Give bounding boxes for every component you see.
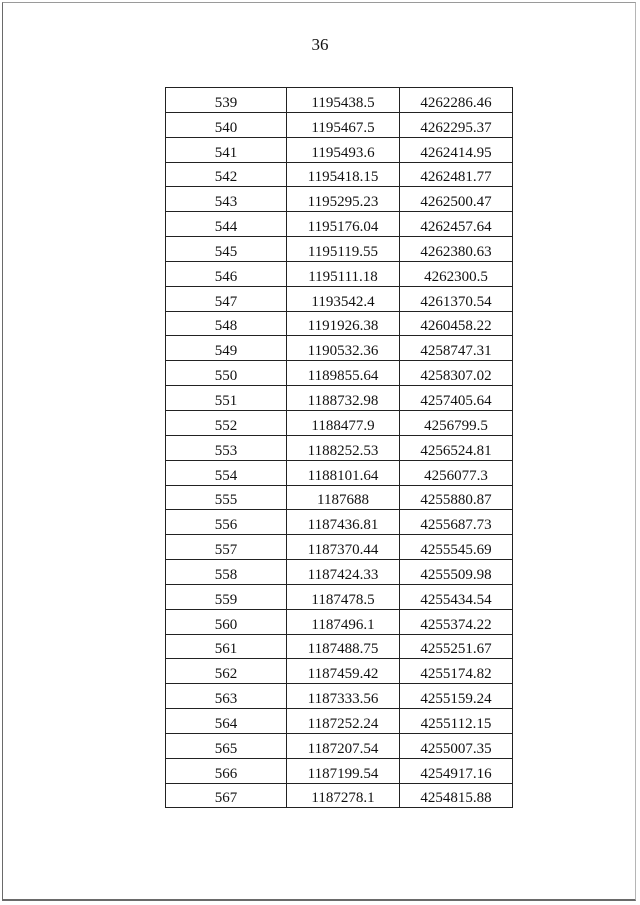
table-row: [166, 758, 513, 783]
point-number-cell: 545: [166, 237, 287, 262]
point-number-cell: 550: [166, 361, 287, 386]
point-number-cell: 546: [166, 261, 287, 286]
point-number-cell: 562: [166, 659, 287, 684]
point-number-cell: 541: [166, 137, 287, 162]
x-coordinate-cell: 1195176.04: [287, 212, 400, 237]
x-coordinate-cell: 1195493.6: [287, 137, 400, 162]
x-coordinate-cell: 1187488.75: [287, 634, 400, 659]
point-number-cell: 552: [166, 410, 287, 435]
table-row: [166, 634, 513, 659]
coordinate-table-body: [166, 88, 513, 808]
table-row: [166, 435, 513, 460]
point-number-cell: 551: [166, 386, 287, 411]
x-coordinate-cell: 1188101.64: [287, 460, 400, 485]
y-coordinate-cell: 4255687.73: [400, 510, 513, 535]
table-row: [166, 783, 513, 808]
table-row: [166, 659, 513, 684]
table-row: [166, 112, 513, 137]
x-coordinate-cell: 1195295.23: [287, 187, 400, 212]
table-row: [166, 88, 513, 113]
point-number-cell: 564: [166, 709, 287, 734]
point-number-cell: 544: [166, 212, 287, 237]
point-number-cell: 565: [166, 733, 287, 758]
point-number-cell: 539: [166, 88, 287, 113]
x-coordinate-cell: 1187370.44: [287, 535, 400, 560]
y-coordinate-cell: 4262300.5: [400, 261, 513, 286]
table-row: [166, 137, 513, 162]
point-number-cell: 555: [166, 485, 287, 510]
x-coordinate-cell: 1187478.5: [287, 584, 400, 609]
y-coordinate-cell: 4255007.35: [400, 733, 513, 758]
y-coordinate-cell: 4255174.82: [400, 659, 513, 684]
y-coordinate-cell: 4255112.15: [400, 709, 513, 734]
y-coordinate-cell: 4260458.22: [400, 311, 513, 336]
x-coordinate-cell: 1193542.4: [287, 286, 400, 311]
x-coordinate-cell: 1187252.24: [287, 709, 400, 734]
point-number-cell: 543: [166, 187, 287, 212]
x-coordinate-cell: 1188252.53: [287, 435, 400, 460]
point-number-cell: 556: [166, 510, 287, 535]
table-row: [166, 584, 513, 609]
y-coordinate-cell: 4255159.24: [400, 684, 513, 709]
y-coordinate-cell: 4258307.02: [400, 361, 513, 386]
point-number-cell: 557: [166, 535, 287, 560]
y-coordinate-cell: 4262295.37: [400, 112, 513, 137]
point-number-cell: 554: [166, 460, 287, 485]
point-number-cell: 567: [166, 783, 287, 808]
point-number-cell: 560: [166, 609, 287, 634]
y-coordinate-cell: 4262380.63: [400, 237, 513, 262]
table-row: [166, 709, 513, 734]
table-row: [166, 187, 513, 212]
point-number-cell: 559: [166, 584, 287, 609]
y-coordinate-cell: 4255880.87: [400, 485, 513, 510]
point-number-cell: 549: [166, 336, 287, 361]
page-number: 36: [311, 35, 329, 54]
x-coordinate-cell: 1188732.98: [287, 386, 400, 411]
y-coordinate-cell: 4262286.46: [400, 88, 513, 113]
x-coordinate-cell: 1187207.54: [287, 733, 400, 758]
y-coordinate-cell: 4256077.3: [400, 460, 513, 485]
y-coordinate-cell: 4256799.5: [400, 410, 513, 435]
y-coordinate-cell: 4255251.67: [400, 634, 513, 659]
y-coordinate-cell: 4261370.54: [400, 286, 513, 311]
y-coordinate-cell: 4262414.95: [400, 137, 513, 162]
table-row: [166, 485, 513, 510]
y-coordinate-cell: 4262481.77: [400, 162, 513, 187]
table-row: [166, 212, 513, 237]
y-coordinate-cell: 4255374.22: [400, 609, 513, 634]
table-row: [166, 162, 513, 187]
y-coordinate-cell: 4255434.54: [400, 584, 513, 609]
x-coordinate-cell: 1189855.64: [287, 361, 400, 386]
table-row: [166, 336, 513, 361]
point-number-cell: 558: [166, 560, 287, 585]
x-coordinate-cell: 1191926.38: [287, 311, 400, 336]
x-coordinate-cell: 1195111.18: [287, 261, 400, 286]
table-row: [166, 535, 513, 560]
x-coordinate-cell: 1190532.36: [287, 336, 400, 361]
table-row: [166, 261, 513, 286]
coordinate-table: [165, 87, 513, 808]
point-number-cell: 540: [166, 112, 287, 137]
y-coordinate-cell: 4262457.64: [400, 212, 513, 237]
point-number-cell: 553: [166, 435, 287, 460]
point-number-cell: 542: [166, 162, 287, 187]
x-coordinate-cell: 1187333.56: [287, 684, 400, 709]
point-number-cell: 548: [166, 311, 287, 336]
x-coordinate-cell: 1188477.9: [287, 410, 400, 435]
table-row: [166, 410, 513, 435]
x-coordinate-cell: 1195418.15: [287, 162, 400, 187]
x-coordinate-cell: 1195438.5: [287, 88, 400, 113]
table-row: [166, 237, 513, 262]
y-coordinate-cell: 4256524.81: [400, 435, 513, 460]
x-coordinate-cell: 1187424.33: [287, 560, 400, 585]
point-number-cell: 566: [166, 758, 287, 783]
y-coordinate-cell: 4254815.88: [400, 783, 513, 808]
x-coordinate-cell: 1195467.5: [287, 112, 400, 137]
y-coordinate-cell: 4257405.64: [400, 386, 513, 411]
y-coordinate-cell: 4258747.31: [400, 336, 513, 361]
table-row: [166, 386, 513, 411]
point-number-cell: 547: [166, 286, 287, 311]
y-coordinate-cell: 4255509.98: [400, 560, 513, 585]
y-coordinate-cell: 4254917.16: [400, 758, 513, 783]
table-row: [166, 286, 513, 311]
x-coordinate-cell: 1187688: [287, 485, 400, 510]
table-row: [166, 609, 513, 634]
table-row: [166, 684, 513, 709]
x-coordinate-cell: 1187496.1: [287, 609, 400, 634]
point-number-cell: 563: [166, 684, 287, 709]
x-coordinate-cell: 1187199.54: [287, 758, 400, 783]
x-coordinate-cell: 1187278.1: [287, 783, 400, 808]
table-row: [166, 510, 513, 535]
table-row: [166, 560, 513, 585]
table-row: [166, 733, 513, 758]
table-row: [166, 460, 513, 485]
y-coordinate-cell: 4262500.47: [400, 187, 513, 212]
x-coordinate-cell: 1187459.42: [287, 659, 400, 684]
y-coordinate-cell: 4255545.69: [400, 535, 513, 560]
table-row: [166, 311, 513, 336]
point-number-cell: 561: [166, 634, 287, 659]
table-row: [166, 361, 513, 386]
x-coordinate-cell: 1187436.81: [287, 510, 400, 535]
x-coordinate-cell: 1195119.55: [287, 237, 400, 262]
